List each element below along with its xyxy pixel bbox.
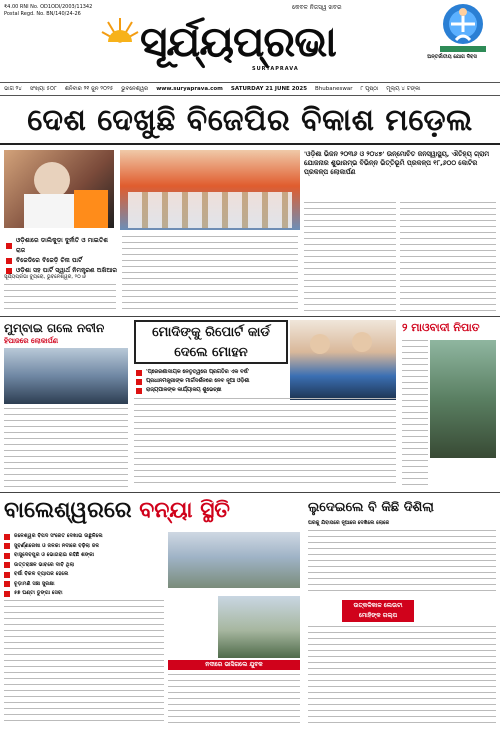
bullet-square-icon [136,370,142,376]
balasore-photo-caption: ନଦୀରେ ଭାସିଗଲେ ଯୁବକ [168,660,300,670]
modi-headline-box [134,320,288,364]
bullet-square-icon [4,591,10,597]
masthead-header [0,0,500,82]
lead-quote: 'ଓଡ଼ିଶା ଭିଜନ ୨୦୩୬ ଓ ୨୦୪୭' ଉନ୍ମୋଚିତ ଜନସ୍ୱାସ୍ଥ୍ୟ, ଐତିହ୍ୟ ଗ୍ରାମ ଯୋଜନାର ଶୁଭାରମ୍ଭ ବିଭିନ୍ନ ଭିତ୍ତିଭୂମି ପ୍ରକଳ୍ପ ୧୮,୬୦୦ କୋଟିର ପ୍ରକଳ୍ପ ଲୋକାର୍ପଣ [304,150,490,176]
balasore-text-2 [168,674,300,726]
divider [0,316,500,317]
bullet-square-icon [4,534,10,540]
story-modi-headline: ମୋଦିଙ୍କୁ ରିପୋର୍ଟ କାର୍ଡ ଦେଲେ ମୋହନ [152,325,270,360]
story-ludhiana-inset: ଘରକୁ ଯିବାପରେ ନୂଆରେ ଦେଖିଲେ ଲୋକେ [308,520,390,526]
story-mumbai-sub: ହିପାଜରେ ଲୋକାର୍ପଣ [4,337,59,345]
info-item: ସଂଖ୍ୟା ୫୦୮ [29,86,57,92]
flood-photo [168,532,300,588]
rescue-photo [218,596,300,658]
story-ludhiana-headline: ଲୁଦେଇଲେ ବି କିଛି ଦିଶିଲା [308,500,434,515]
balasore-text [4,600,164,726]
bullet-square-icon [4,572,10,578]
bullet-item: ୫୭ ଘଣ୍ଟା ଡୁଙ୍ଗା ସେବା [4,589,164,599]
info-item: ଶନିବାର ୨୧ ଜୁନ ୨୦୨୫ [64,86,114,92]
bullet-item: ଚୂଡ଼ାମଣି ସଞ୍ଚା ସୁରକ୍ଷା [4,580,164,590]
bullet-square-icon [4,543,10,549]
modi-text [134,398,396,488]
bullet-item: ରାଜ୍ୟପାଳଙ୍କ କାର୍ଯ୍ୟାଳୟ ଶୁଭେଚ୍ଛା [136,386,286,395]
lead-bullets [6,236,118,276]
yoga-day-badge [427,2,496,74]
ludhiana-text-2 [308,626,496,726]
modi-bullets [136,368,286,395]
lead-column-3 [304,202,396,312]
bullet-item: ପ୍ରଧାନମନ୍ତ୍ରୀଙ୍କ ମାର୍ଗଦର୍ଶନରେ ନେବ ନୂଆ ଓଡ଼ିଶା [136,377,286,386]
info-item: Bhubaneswar [315,86,353,92]
edition-info-bar [0,82,500,96]
info-item: ମୂଲ୍ୟ ୪ ଟଙ୍କା [386,86,421,92]
ludhiana-text [308,530,496,596]
story-maoist-headline: ୨ ମାଓବାଦୀ ନିପାତ [402,321,480,334]
ludhiana-inset-box: ଉତ୍କଳିକାଳ ଲେଉଟା ମୋହିଙ୍କ ଗଲ୍ପ [342,600,414,622]
lead-column-2 [122,236,298,312]
bullet-square-icon [4,553,10,559]
postal-line: Postal Regd. No. BN/140/24-26 [4,11,81,17]
maoist-text [402,340,428,488]
info-item: ଭାଗ ୨୪ [4,86,22,92]
maoist-photo [430,340,496,458]
bullet-item: ବର୍ଷା ବିକଳ ବ୍ୟାପକ ହେଲେ [4,570,164,580]
lead-byline: ସୂର୍ଯ୍ୟପ୍ରଭା ବ୍ୟୁରୋ, ଭୁବନେଶ୍ୱର, ୨୦।୬ [4,274,87,280]
story-balasore-headline: ବାଲେଶ୍ୱରରେ ବନ୍ୟା ସ୍ଥିତି [4,498,230,523]
lead-headline: ଦେଶ ଦେଖୁଛି ବିଜେପିର ବିକାଶ ମଡ଼େଲ [0,97,500,145]
bullet-item: ବାସୁଦେବପୁର ଓ ଭୋଗରାଇ ରହିଛି ଶଙ୍କା [4,551,164,561]
balasore-bullets [4,532,164,599]
bullet-item: ଉତ୍ତରାଞ୍ଚଳ ଭାବରେ ଦାବି ଥିଲା [4,561,164,571]
newspaper-subtitle: SURYAPRAVA [252,66,299,72]
bullet-item: ଓଡ଼ିଶାରେ ଡାଲିକୁଡ଼ା ଦୁର୍ନୀତି ଓ ମାଇତିଶ ରାଜ [6,236,118,256]
info-item: SATURDAY 21 JUNE 2025 [230,86,308,92]
info-item: ଭୁବନେଶ୍ୱର [121,86,149,92]
info-item[interactable]: www.suryaprava.com [156,86,223,92]
bullet-item: 'ପ୍ରେରଣାଦାୟକ ନେତୃତ୍ୱରେ ପ୍ରଗତିର ଏକ ବର୍ଷ' [136,368,286,377]
bullet-square-icon [4,581,10,587]
bullet-item: ସୁବର୍ଣ୍ଣରେଖା ଓ ଜଳକା ନଦୀରେ ବଢ଼ିଲା ଜଳ [4,542,164,552]
yoga-day-label: ଅନ୍ତର୍ଜାତୀୟ ଯୋଗ ଦିବସ [427,54,477,60]
info-item: ୮ ପୃଷ୍ଠା [360,86,379,92]
bullet-square-icon [6,243,12,249]
bullet-square-icon [136,388,142,394]
lead-photo-ceremony [120,150,300,230]
bullet-item: ବିଜେଡିରେ ବିଜେଡ଼ି ଚିନା ପାର୍ଟି [6,256,118,266]
mumbai-text [4,408,128,488]
sun-logo-icon [100,14,140,44]
mumbai-photo [4,348,128,404]
bullet-item: ଜଳେଶ୍ୱର ବିପଦ ସଂକେତ ଦେଖାଇ ଉଛୁଳିଲେ [4,532,164,542]
price-line: ₹4.00 RNI No. OD1ODI/2003/11342 [4,4,93,10]
newspaper-title: ସୂର୍ଯ୍ୟପ୍ରଭା [140,17,336,66]
lead-photo-speaker [4,150,114,228]
bullet-square-icon [4,562,10,568]
bullet-square-icon [136,379,142,385]
yoga-figure-icon [430,2,496,60]
story-mumbai-headline: ମୁମ୍ବାଇ ଗଲେ ନବୀନ [4,321,105,335]
tagline: କେବଳ ନିଜସ୍ୱ ଖବର [292,4,342,11]
modi-photo [290,320,396,400]
lead-column-1 [4,284,116,312]
bullet-item: ଓଡ଼ିଶା ସହ ପାର୍ଟି ସ୍ୱାର୍ଥ ନିମନ୍ତ୍ରଣ ଅଖିଆର [6,266,118,276]
lead-column-4 [400,202,496,312]
divider [0,492,500,493]
bullet-square-icon [6,258,12,264]
